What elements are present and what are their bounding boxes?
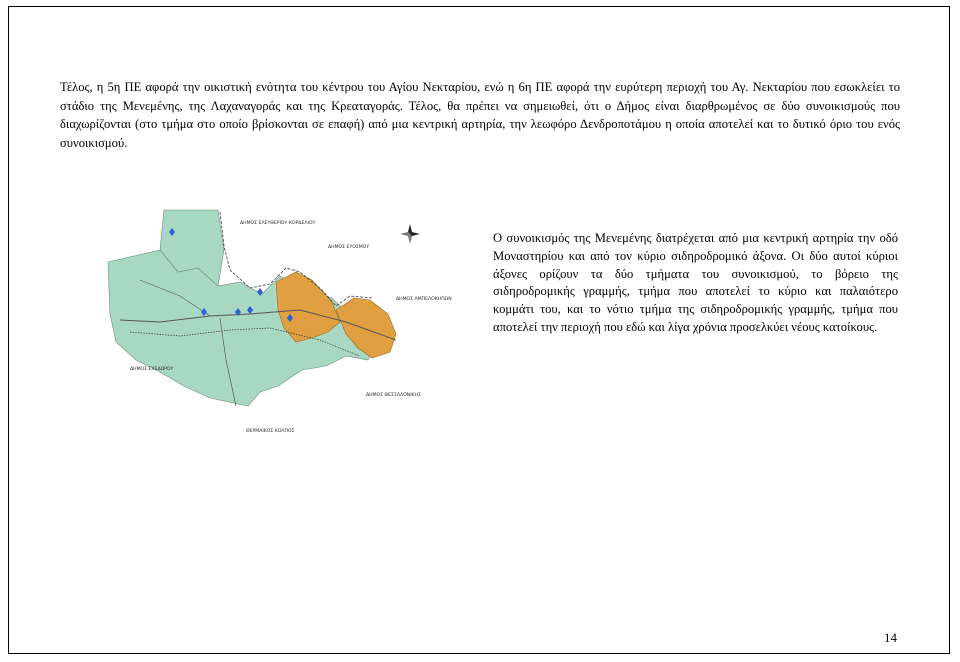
map-label-evosmou: ΔΗΜΟΣ ΕΥΟΣΜΟΥ	[328, 245, 370, 250]
map-land-area	[108, 250, 376, 406]
north-arrow-icon	[400, 224, 420, 244]
area-map	[100, 210, 452, 437]
map-label-ampelokipon: ΔΗΜΟΣ ΑΜΠΕΛΟΚΗΠΩΝ	[396, 297, 452, 302]
side-paragraph	[493, 230, 898, 337]
map-label-echedorou: ΔΗΜΟΣ ΕΧΕΔΩΡΟΥ	[130, 367, 174, 372]
side-text: Ο συνοικισμός της Μενεμένης διατρέχεται από μια κεντρική αρτηρία την οδό Μοναστηρίου και από τον κύριο σιδηροδρομικό άξονα. Οι δύο αυτοί κύριοι άξονες ορίζουν τα δύο τμήματα του συνοικισμού, το βόρειο της σιδηροδρομικής γραμμής, τμήμα που αποτελεί το κύριο και παλαιότερο κομμάτι του, και το νότιο τμήμα της σιδηροδρομικής γραμμής, τμήμα που αποτελεί την περιοχή που εδώ και λίγα χρόνια προσελκύει νέους κατοίκους.	[493, 231, 898, 334]
intro-paragraph	[60, 78, 900, 152]
page-number: 14	[884, 630, 897, 645]
map-label-thermaikos: ΘΕΡΜΑΙΚΟΣ ΚΟΛΠΟΣ	[246, 429, 295, 434]
map-label-thessalonikis: ΔΗΜΟΣ ΘΕΣΣΑΛΟΝΙΚΗΣ	[366, 393, 421, 398]
intro-text: Τέλος, η 5η ΠΕ αφορά την οικιστική ενότητα του κέντρου του Αγίου Νεκταρίου, ενώ η 6η ΠΕ αφορά την ευρύτερη περιοχή του Αγ. Νεκταρίου που εσωκλείει το στάδιο της Μενεμένης, της Λαχαναγοράς και της Κρεαταγοράς. Τέλος, θα πρέπει να σημειωθεί, ότι ο Δήμος είναι διαρθρωμένος σε δύο συνοικισμούς που διαχωρίζονται (στο τμήμα στο οποίο βρίσκονται σε επαφή) από μια κεντρική αρτηρία, την λεωφόρο Δενδροποτάμου η οποία αποτελεί και το δυτικό όριο του ενός συνοικισμού.	[60, 80, 900, 150]
map-label-eleftheriou: ΔΗΜΟΣ ΕΛΕΥΘΕΡΙΟΥ-ΚΟΡΔΕΛΙΟΥ	[240, 221, 316, 226]
